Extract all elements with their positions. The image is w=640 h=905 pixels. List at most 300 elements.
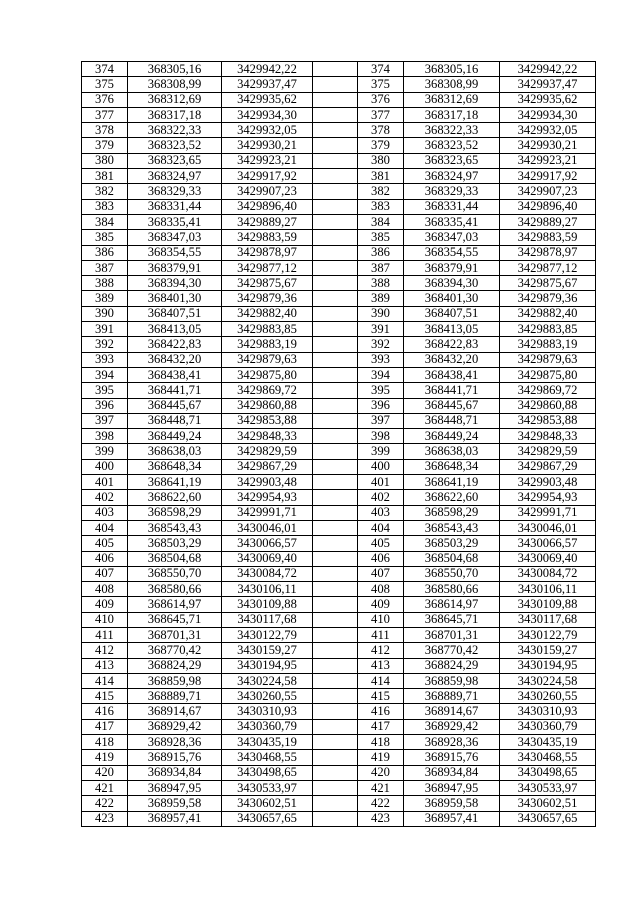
- x-coordinate-cell-right: 368929,42: [404, 719, 500, 734]
- x-coordinate-cell-left: 368323,52: [128, 138, 222, 153]
- y-coordinate-cell-right: 3429896,40: [500, 199, 596, 214]
- y-coordinate-cell-left: 3430310,93: [222, 704, 313, 719]
- y-coordinate-cell-left: 3429883,59: [222, 230, 313, 245]
- y-coordinate-cell-right: 3430084,72: [500, 566, 596, 581]
- x-coordinate-cell-left: 368622,60: [128, 490, 222, 505]
- point-number-cell-left: 402: [82, 490, 128, 505]
- point-number-cell-right: 386: [358, 245, 404, 260]
- x-coordinate-cell-right: 368379,91: [404, 260, 500, 275]
- table-row: [82, 780, 596, 795]
- gap-cell: [313, 673, 358, 688]
- x-coordinate-cell-right: 368947,95: [404, 780, 500, 795]
- y-coordinate-cell-right: 3429932,05: [500, 123, 596, 138]
- point-number-cell-right: 416: [358, 704, 404, 719]
- point-number-cell-right: 395: [358, 383, 404, 398]
- table-row: [82, 796, 596, 811]
- x-coordinate-cell-right: 368648,34: [404, 459, 500, 474]
- x-coordinate-cell-right: 368441,71: [404, 383, 500, 398]
- y-coordinate-cell-left: 3429934,30: [222, 107, 313, 122]
- table-row: [82, 77, 596, 92]
- y-coordinate-cell-right: 3429848,33: [500, 429, 596, 444]
- gap-cell: [313, 566, 358, 581]
- y-coordinate-cell-left: 3430109,88: [222, 597, 313, 612]
- y-coordinate-cell-left: 3429829,59: [222, 444, 313, 459]
- y-coordinate-cell-right: 3429883,19: [500, 337, 596, 352]
- point-number-cell-left: 384: [82, 214, 128, 229]
- point-number-cell-left: 396: [82, 398, 128, 413]
- x-coordinate-cell-right: 368580,66: [404, 582, 500, 597]
- gap-cell: [313, 658, 358, 673]
- point-number-cell-left: 413: [82, 658, 128, 673]
- table-row: [82, 138, 596, 153]
- point-number-cell-right: 378: [358, 123, 404, 138]
- x-coordinate-cell-right: 368889,71: [404, 689, 500, 704]
- point-number-cell-right: 393: [358, 352, 404, 367]
- gap-cell: [313, 322, 358, 337]
- gap-cell: [313, 796, 358, 811]
- x-coordinate-cell-right: 368622,60: [404, 490, 500, 505]
- x-coordinate-cell-left: 368934,84: [128, 765, 222, 780]
- x-coordinate-cell-left: 368422,83: [128, 337, 222, 352]
- y-coordinate-cell-right: 3430194,95: [500, 658, 596, 673]
- table-row: [82, 536, 596, 551]
- y-coordinate-cell-left: 3429869,72: [222, 383, 313, 398]
- table-row: [82, 276, 596, 291]
- x-coordinate-cell-right: 368550,70: [404, 566, 500, 581]
- x-coordinate-cell-left: 368614,97: [128, 597, 222, 612]
- gap-cell: [313, 735, 358, 750]
- gap-cell: [313, 245, 358, 260]
- y-coordinate-cell-left: 3430046,01: [222, 520, 313, 535]
- point-number-cell-right: 375: [358, 77, 404, 92]
- point-number-cell-right: 380: [358, 153, 404, 168]
- y-coordinate-cell-right: 3430657,65: [500, 811, 596, 826]
- gap-cell: [313, 536, 358, 551]
- x-coordinate-cell-right: 368432,20: [404, 352, 500, 367]
- y-coordinate-cell-right: 3430069,40: [500, 551, 596, 566]
- y-coordinate-cell-right: 3430122,79: [500, 627, 596, 642]
- point-number-cell-right: 389: [358, 291, 404, 306]
- y-coordinate-cell-left: 3429879,63: [222, 352, 313, 367]
- x-coordinate-cell-right: 368614,97: [404, 597, 500, 612]
- y-coordinate-cell-left: 3430260,55: [222, 689, 313, 704]
- point-number-cell-right: 385: [358, 230, 404, 245]
- y-coordinate-cell-right: 3430066,57: [500, 536, 596, 551]
- x-coordinate-cell-left: 368915,76: [128, 750, 222, 765]
- point-number-cell-right: 420: [358, 765, 404, 780]
- point-number-cell-left: 419: [82, 750, 128, 765]
- y-coordinate-cell-left: 3429907,23: [222, 184, 313, 199]
- y-coordinate-cell-right: 3429937,47: [500, 77, 596, 92]
- gap-cell: [313, 520, 358, 535]
- x-coordinate-cell-right: 368347,03: [404, 230, 500, 245]
- point-number-cell-right: 399: [358, 444, 404, 459]
- x-coordinate-cell-right: 368312,69: [404, 92, 500, 107]
- y-coordinate-cell-right: 3429930,21: [500, 138, 596, 153]
- x-coordinate-cell-left: 368317,18: [128, 107, 222, 122]
- point-number-cell-right: 394: [358, 367, 404, 382]
- y-coordinate-cell-left: 3429878,97: [222, 245, 313, 260]
- gap-cell: [313, 260, 358, 275]
- y-coordinate-cell-left: 3430498,65: [222, 765, 313, 780]
- y-coordinate-cell-left: 3430435,19: [222, 735, 313, 750]
- x-coordinate-cell-right: 368323,52: [404, 138, 500, 153]
- x-coordinate-cell-right: 368770,42: [404, 643, 500, 658]
- point-number-cell-right: 397: [358, 413, 404, 428]
- x-coordinate-cell-right: 368394,30: [404, 276, 500, 291]
- gap-cell: [313, 505, 358, 520]
- table-row: [82, 643, 596, 658]
- x-coordinate-cell-left: 368335,41: [128, 214, 222, 229]
- table-row: [82, 704, 596, 719]
- gap-cell: [313, 107, 358, 122]
- point-number-cell-right: 410: [358, 612, 404, 627]
- x-coordinate-cell-right: 368438,41: [404, 367, 500, 382]
- gap-cell: [313, 811, 358, 826]
- gap-cell: [313, 643, 358, 658]
- x-coordinate-cell-left: 368305,16: [128, 62, 222, 77]
- point-number-cell-left: 405: [82, 536, 128, 551]
- gap-cell: [313, 276, 358, 291]
- point-number-cell-left: 415: [82, 689, 128, 704]
- gap-cell: [313, 689, 358, 704]
- table-row: [82, 92, 596, 107]
- y-coordinate-cell-right: 3429883,85: [500, 322, 596, 337]
- point-number-cell-left: 417: [82, 719, 128, 734]
- point-number-cell-right: 412: [358, 643, 404, 658]
- x-coordinate-cell-right: 368928,36: [404, 735, 500, 750]
- point-number-cell-right: 392: [358, 337, 404, 352]
- point-number-cell-right: 414: [358, 673, 404, 688]
- gap-cell: [313, 337, 358, 352]
- table-row: [82, 199, 596, 214]
- x-coordinate-cell-left: 368331,44: [128, 199, 222, 214]
- gap-cell: [313, 199, 358, 214]
- y-coordinate-cell-right: 3430602,51: [500, 796, 596, 811]
- point-number-cell-right: 401: [358, 475, 404, 490]
- y-coordinate-cell-right: 3429877,12: [500, 260, 596, 275]
- x-coordinate-cell-left: 368449,24: [128, 429, 222, 444]
- table-row: [82, 383, 596, 398]
- table-row: [82, 62, 596, 77]
- x-coordinate-cell-right: 368422,83: [404, 337, 500, 352]
- x-coordinate-cell-left: 368641,19: [128, 475, 222, 490]
- x-coordinate-cell-left: 368959,58: [128, 796, 222, 811]
- y-coordinate-cell-right: 3430533,97: [500, 780, 596, 795]
- y-coordinate-cell-left: 3429954,93: [222, 490, 313, 505]
- x-coordinate-cell-left: 368929,42: [128, 719, 222, 734]
- x-coordinate-cell-right: 368701,31: [404, 627, 500, 642]
- x-coordinate-cell-right: 368445,67: [404, 398, 500, 413]
- x-coordinate-cell-left: 368824,29: [128, 658, 222, 673]
- y-coordinate-cell-left: 3429923,21: [222, 153, 313, 168]
- point-number-cell-right: 400: [358, 459, 404, 474]
- x-coordinate-cell-left: 368645,71: [128, 612, 222, 627]
- point-number-cell-left: 394: [82, 367, 128, 382]
- x-coordinate-cell-right: 368324,97: [404, 169, 500, 184]
- y-coordinate-cell-left: 3429848,33: [222, 429, 313, 444]
- point-number-cell-right: 408: [358, 582, 404, 597]
- x-coordinate-cell-right: 368598,29: [404, 505, 500, 520]
- y-coordinate-cell-left: 3429889,27: [222, 214, 313, 229]
- gap-cell: [313, 582, 358, 597]
- table-row: [82, 169, 596, 184]
- y-coordinate-cell-left: 3430084,72: [222, 566, 313, 581]
- y-coordinate-cell-left: 3430106,11: [222, 582, 313, 597]
- x-coordinate-cell-left: 368445,67: [128, 398, 222, 413]
- point-number-cell-right: 417: [358, 719, 404, 734]
- point-number-cell-right: 421: [358, 780, 404, 795]
- point-number-cell-left: 388: [82, 276, 128, 291]
- point-number-cell-left: 380: [82, 153, 128, 168]
- gap-cell: [313, 291, 358, 306]
- x-coordinate-cell-right: 368401,30: [404, 291, 500, 306]
- y-coordinate-cell-right: 3430109,88: [500, 597, 596, 612]
- x-coordinate-cell-right: 368638,03: [404, 444, 500, 459]
- table-row: [82, 689, 596, 704]
- x-coordinate-cell-right: 368914,67: [404, 704, 500, 719]
- point-number-cell-left: 411: [82, 627, 128, 642]
- x-coordinate-cell-left: 368550,70: [128, 566, 222, 581]
- x-coordinate-cell-left: 368543,43: [128, 520, 222, 535]
- y-coordinate-cell-right: 3430498,65: [500, 765, 596, 780]
- y-coordinate-cell-left: 3430602,51: [222, 796, 313, 811]
- y-coordinate-cell-left: 3429937,47: [222, 77, 313, 92]
- y-coordinate-cell-left: 3430533,97: [222, 780, 313, 795]
- point-number-cell-right: 377: [358, 107, 404, 122]
- point-number-cell-right: 409: [358, 597, 404, 612]
- x-coordinate-cell-right: 368915,76: [404, 750, 500, 765]
- table-row: [82, 658, 596, 673]
- point-number-cell-left: 409: [82, 597, 128, 612]
- x-coordinate-cell-right: 368959,58: [404, 796, 500, 811]
- table-row: [82, 444, 596, 459]
- y-coordinate-cell-right: 3429923,21: [500, 153, 596, 168]
- x-coordinate-cell-left: 368503,29: [128, 536, 222, 551]
- point-number-cell-left: 421: [82, 780, 128, 795]
- gap-cell: [313, 612, 358, 627]
- table-row: [82, 673, 596, 688]
- x-coordinate-cell-left: 368407,51: [128, 306, 222, 321]
- x-coordinate-cell-right: 368503,29: [404, 536, 500, 551]
- point-number-cell-right: 388: [358, 276, 404, 291]
- point-number-cell-left: 410: [82, 612, 128, 627]
- y-coordinate-cell-right: 3429867,29: [500, 459, 596, 474]
- point-number-cell-right: 407: [358, 566, 404, 581]
- table-row: [82, 765, 596, 780]
- y-coordinate-cell-left: 3429942,22: [222, 62, 313, 77]
- y-coordinate-cell-left: 3430224,58: [222, 673, 313, 688]
- x-coordinate-cell-right: 368335,41: [404, 214, 500, 229]
- x-coordinate-cell-left: 368413,05: [128, 322, 222, 337]
- point-number-cell-right: 379: [358, 138, 404, 153]
- table-row: [82, 597, 596, 612]
- point-number-cell-left: 408: [82, 582, 128, 597]
- point-number-cell-right: 396: [358, 398, 404, 413]
- x-coordinate-cell-right: 368859,98: [404, 673, 500, 688]
- x-coordinate-cell-right: 368934,84: [404, 765, 500, 780]
- table-row: [82, 398, 596, 413]
- x-coordinate-cell-left: 368401,30: [128, 291, 222, 306]
- y-coordinate-cell-right: 3429875,80: [500, 367, 596, 382]
- table-row: [82, 475, 596, 490]
- gap-cell: [313, 77, 358, 92]
- point-number-cell-left: 385: [82, 230, 128, 245]
- x-coordinate-cell-left: 368701,31: [128, 627, 222, 642]
- gap-cell: [313, 214, 358, 229]
- gap-cell: [313, 398, 358, 413]
- point-number-cell-right: 402: [358, 490, 404, 505]
- y-coordinate-cell-left: 3430194,95: [222, 658, 313, 673]
- y-coordinate-cell-left: 3429932,05: [222, 123, 313, 138]
- table-row: [82, 429, 596, 444]
- y-coordinate-cell-right: 3429882,40: [500, 306, 596, 321]
- gap-cell: [313, 490, 358, 505]
- y-coordinate-cell-right: 3430310,93: [500, 704, 596, 719]
- point-number-cell-right: 383: [358, 199, 404, 214]
- y-coordinate-cell-right: 3430224,58: [500, 673, 596, 688]
- gap-cell: [313, 92, 358, 107]
- point-number-cell-right: 403: [358, 505, 404, 520]
- point-number-cell-left: 379: [82, 138, 128, 153]
- gap-cell: [313, 352, 358, 367]
- gap-cell: [313, 138, 358, 153]
- y-coordinate-cell-left: 3429930,21: [222, 138, 313, 153]
- table-row: [82, 750, 596, 765]
- table-row: [82, 245, 596, 260]
- gap-cell: [313, 306, 358, 321]
- point-number-cell-left: 375: [82, 77, 128, 92]
- point-number-cell-left: 416: [82, 704, 128, 719]
- point-number-cell-left: 399: [82, 444, 128, 459]
- gap-cell: [313, 459, 358, 474]
- y-coordinate-cell-left: 3430657,65: [222, 811, 313, 826]
- gap-cell: [313, 383, 358, 398]
- y-coordinate-cell-right: 3429829,59: [500, 444, 596, 459]
- y-coordinate-cell-right: 3430468,55: [500, 750, 596, 765]
- x-coordinate-cell-left: 368947,95: [128, 780, 222, 795]
- table-row: [82, 184, 596, 199]
- gap-cell: [313, 153, 358, 168]
- x-coordinate-cell-left: 368322,33: [128, 123, 222, 138]
- point-number-cell-left: 423: [82, 811, 128, 826]
- x-coordinate-cell-left: 368448,71: [128, 413, 222, 428]
- gap-cell: [313, 367, 358, 382]
- table-row: [82, 123, 596, 138]
- x-coordinate-cell-left: 368914,67: [128, 704, 222, 719]
- table-row: [82, 413, 596, 428]
- point-number-cell-left: 390: [82, 306, 128, 321]
- x-coordinate-cell-right: 368305,16: [404, 62, 500, 77]
- y-coordinate-cell-left: 3430122,79: [222, 627, 313, 642]
- gap-cell: [313, 765, 358, 780]
- x-coordinate-cell-right: 368407,51: [404, 306, 500, 321]
- x-coordinate-cell-left: 368312,69: [128, 92, 222, 107]
- table-row: [82, 719, 596, 734]
- x-coordinate-cell-left: 368438,41: [128, 367, 222, 382]
- y-coordinate-cell-right: 3429889,27: [500, 214, 596, 229]
- y-coordinate-cell-left: 3429883,19: [222, 337, 313, 352]
- y-coordinate-cell-left: 3429875,80: [222, 367, 313, 382]
- x-coordinate-cell-right: 368317,18: [404, 107, 500, 122]
- point-number-cell-right: 406: [358, 551, 404, 566]
- point-number-cell-left: 387: [82, 260, 128, 275]
- point-number-cell-right: 381: [358, 169, 404, 184]
- point-number-cell-right: 423: [358, 811, 404, 826]
- y-coordinate-cell-left: 3429867,29: [222, 459, 313, 474]
- y-coordinate-cell-right: 3430159,27: [500, 643, 596, 658]
- x-coordinate-cell-left: 368580,66: [128, 582, 222, 597]
- point-number-cell-left: 400: [82, 459, 128, 474]
- table-row: [82, 367, 596, 382]
- y-coordinate-cell-left: 3429883,85: [222, 322, 313, 337]
- y-coordinate-cell-left: 3429875,67: [222, 276, 313, 291]
- coordinates-table: [81, 61, 596, 827]
- table-row: [82, 505, 596, 520]
- point-number-cell-right: 384: [358, 214, 404, 229]
- y-coordinate-cell-left: 3429860,88: [222, 398, 313, 413]
- x-coordinate-cell-right: 368331,44: [404, 199, 500, 214]
- y-coordinate-cell-right: 3430046,01: [500, 520, 596, 535]
- point-number-cell-left: 381: [82, 169, 128, 184]
- table-row: [82, 582, 596, 597]
- table-row: [82, 107, 596, 122]
- y-coordinate-cell-left: 3429903,48: [222, 475, 313, 490]
- x-coordinate-cell-left: 368504,68: [128, 551, 222, 566]
- y-coordinate-cell-left: 3429896,40: [222, 199, 313, 214]
- x-coordinate-cell-left: 368347,03: [128, 230, 222, 245]
- gap-cell: [313, 475, 358, 490]
- coordinates-table-body: [82, 62, 596, 827]
- gap-cell: [313, 597, 358, 612]
- x-coordinate-cell-right: 368645,71: [404, 612, 500, 627]
- point-number-cell-left: 398: [82, 429, 128, 444]
- x-coordinate-cell-left: 368432,20: [128, 352, 222, 367]
- table-row: [82, 352, 596, 367]
- y-coordinate-cell-right: 3429869,72: [500, 383, 596, 398]
- y-coordinate-cell-left: 3430468,55: [222, 750, 313, 765]
- point-number-cell-left: 389: [82, 291, 128, 306]
- x-coordinate-cell-left: 368957,41: [128, 811, 222, 826]
- y-coordinate-cell-right: 3429875,67: [500, 276, 596, 291]
- y-coordinate-cell-left: 3430066,57: [222, 536, 313, 551]
- point-number-cell-right: 391: [358, 322, 404, 337]
- point-number-cell-left: 395: [82, 383, 128, 398]
- point-number-cell-left: 412: [82, 643, 128, 658]
- y-coordinate-cell-left: 3429877,12: [222, 260, 313, 275]
- y-coordinate-cell-left: 3430159,27: [222, 643, 313, 658]
- table-row: [82, 612, 596, 627]
- x-coordinate-cell-right: 368322,33: [404, 123, 500, 138]
- y-coordinate-cell-right: 3429942,22: [500, 62, 596, 77]
- x-coordinate-cell-right: 368641,19: [404, 475, 500, 490]
- y-coordinate-cell-right: 3430260,55: [500, 689, 596, 704]
- point-number-cell-left: 377: [82, 107, 128, 122]
- table-row: [82, 490, 596, 505]
- x-coordinate-cell-right: 368449,24: [404, 429, 500, 444]
- gap-cell: [313, 704, 358, 719]
- point-number-cell-left: 382: [82, 184, 128, 199]
- x-coordinate-cell-right: 368543,43: [404, 520, 500, 535]
- x-coordinate-cell-right: 368824,29: [404, 658, 500, 673]
- point-number-cell-left: 397: [82, 413, 128, 428]
- point-number-cell-left: 374: [82, 62, 128, 77]
- x-coordinate-cell-left: 368638,03: [128, 444, 222, 459]
- y-coordinate-cell-right: 3429991,71: [500, 505, 596, 520]
- y-coordinate-cell-right: 3429934,30: [500, 107, 596, 122]
- x-coordinate-cell-left: 368441,71: [128, 383, 222, 398]
- y-coordinate-cell-right: 3429903,48: [500, 475, 596, 490]
